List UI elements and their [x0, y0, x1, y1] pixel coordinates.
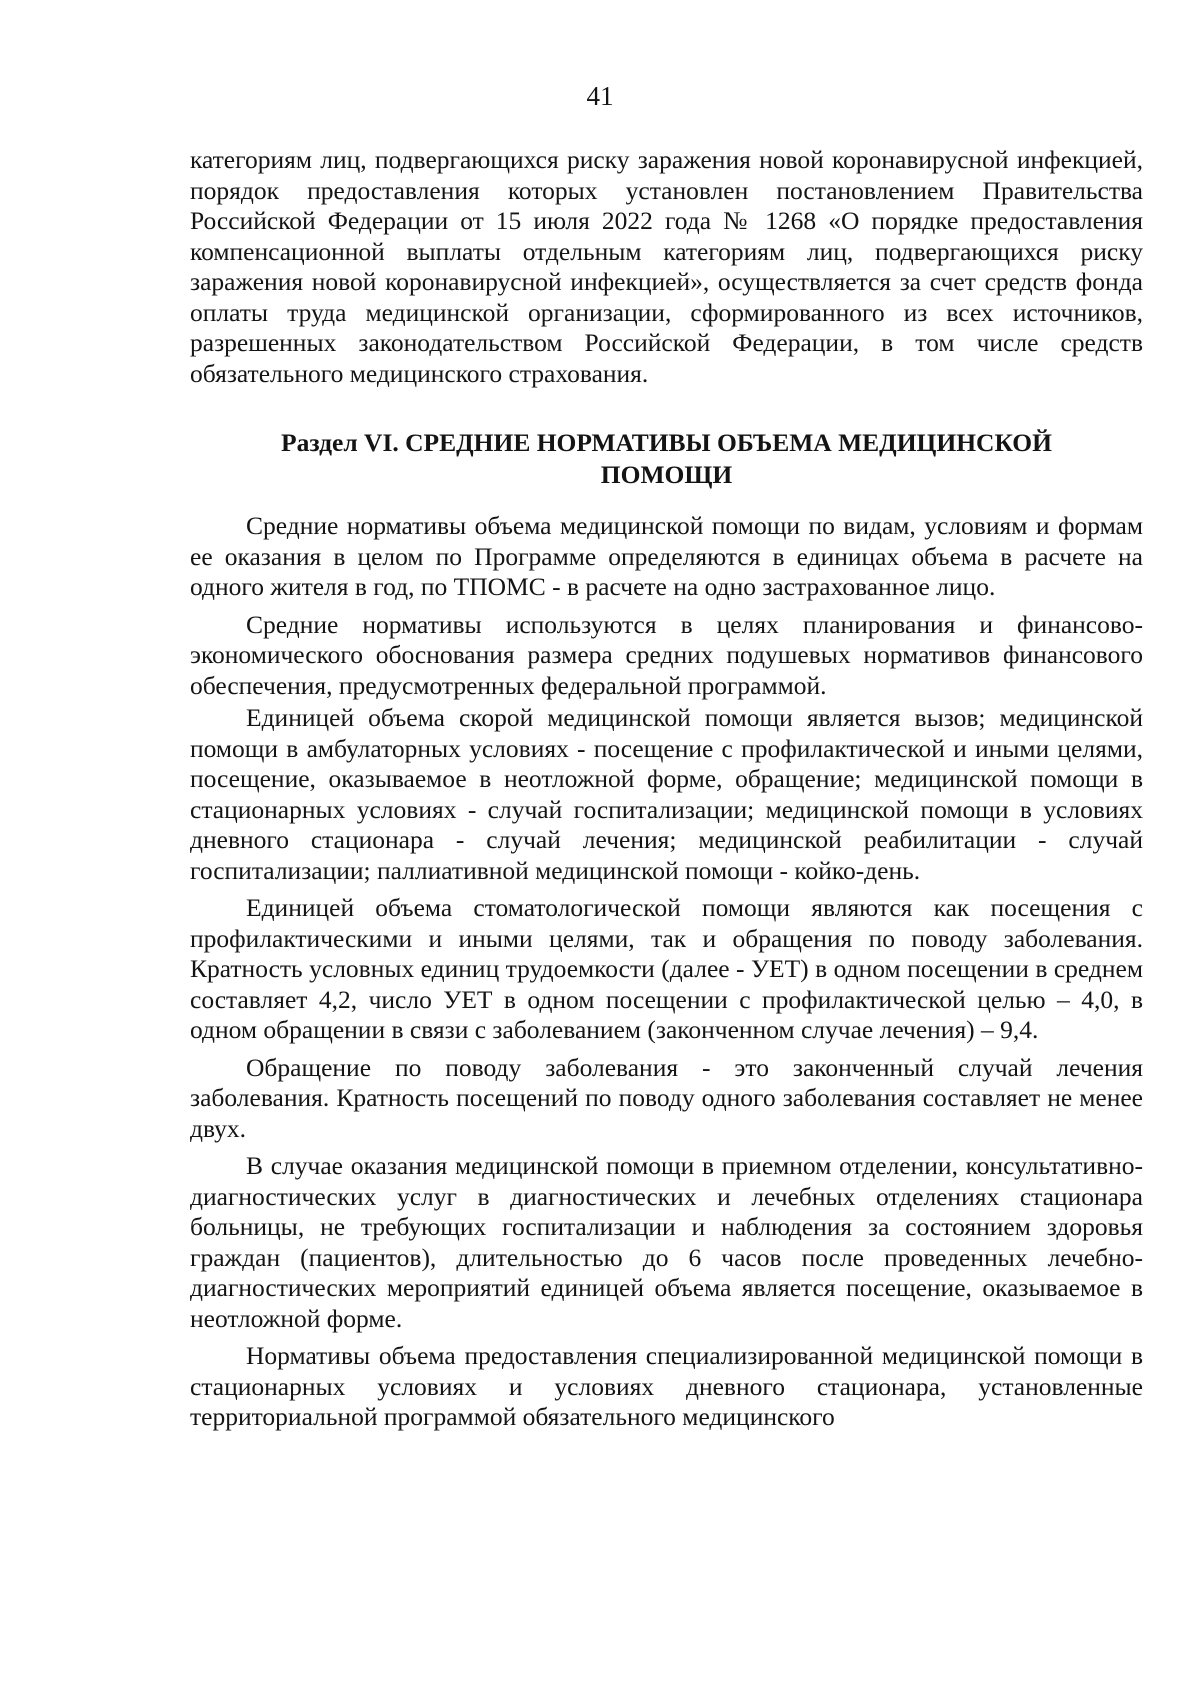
- paragraph-emergency-department: В случае оказания медицинской помощи в приемном отделении, консультативно-диагностических услуг в диагностических и лечебных отделениях стационара больницы, не требующих госпитализации и наблюдения за состоянием здоровья граждан (пациентов), длительностью до 6 часов после проведенных лечебно-диагностических мероприятий единицей объема является посещение, оказываемое в неотложной форме.: [190, 1151, 1143, 1333]
- paragraph-disease-visit: Обращение по поводу заболевания - это законченный случай лечения заболевания. Кратность посещений по поводу одного заболевания составляет не менее двух.: [190, 1052, 1143, 1143]
- paragraph-dental-care: Единицей объема стоматологической помощи являются как посещения с профилактическими и иными целями, так и обращения по поводу заболевания. Кратность условных единиц трудоемкости (далее - УЕТ) в одном посещении в среднем составляет 4,2, число УЕТ в одном посещении с профилактической целью – 4,0, в одном обращении в связи с заболеванием (законченном случае лечения) – 9,4.: [190, 893, 1143, 1044]
- paragraph-volume-norms: Средние нормативы объема медицинской помощи по видам, условиям и формам ее оказания в целом по Программе определяются в единицах объема в расчете на одного жителя в год, по ТПОМС - в расчете на одно застрахованное лицо.: [190, 511, 1143, 601]
- continuation-paragraph: категориям лиц, подвергающихся риску заражения новой коронавирусной инфекцией, порядок предоставления которых установлен постановлением Правительства Российской Федерации от 15 июля 2022 года № 1268 «О порядке предоставления компенсационной выплаты отдельным категориям лиц, подвергающихся риску заражения новой коронавирусной инфекцией», осуществляется за счет средств фонда оплаты труда медицинской организации, сформированного из всех источников, разрешенных законодательством Российской Федерации, в том числе средств обязательного медицинского страхования.: [190, 145, 1143, 388]
- section-heading: [190, 427, 1143, 491]
- section-heading-line-2: ПОМОЩИ: [600, 460, 733, 489]
- paragraph-volume-units: Единицей объема скорой медицинской помощи является вызов; медицинской помощи в амбулаторных условиях - посещение с профилактической и иными целями, посещение, оказываемое в неотложной форме, обращение; медицинской помощи в стационарных условиях - случай госпитализации; медицинской помощи в условиях дневного стационара - случай лечения; медицинской реабилитации - случай госпитализации; паллиативной медицинской помощи - койко-день.: [190, 703, 1143, 885]
- paragraph-specialized-care: Нормативы объема предоставления специализированной медицинской помощи в стационарных условиях и условиях дневного стационара, установленные территориальной программой обязательного медицинского: [190, 1341, 1143, 1431]
- section-heading-line-1: Раздел VI. СРЕДНИЕ НОРМАТИВЫ ОБЪЕМА МЕДИЦИНСКОЙ: [281, 428, 1052, 457]
- document-body: [190, 145, 1143, 1433]
- page-number: 41: [586, 81, 614, 111]
- paragraph-norms-usage: Средние нормативы используются в целях планирования и финансово-экономического обоснования размера средних подушевых нормативов финансового обеспечения, предусмотренных федеральной программой.: [190, 609, 1143, 700]
